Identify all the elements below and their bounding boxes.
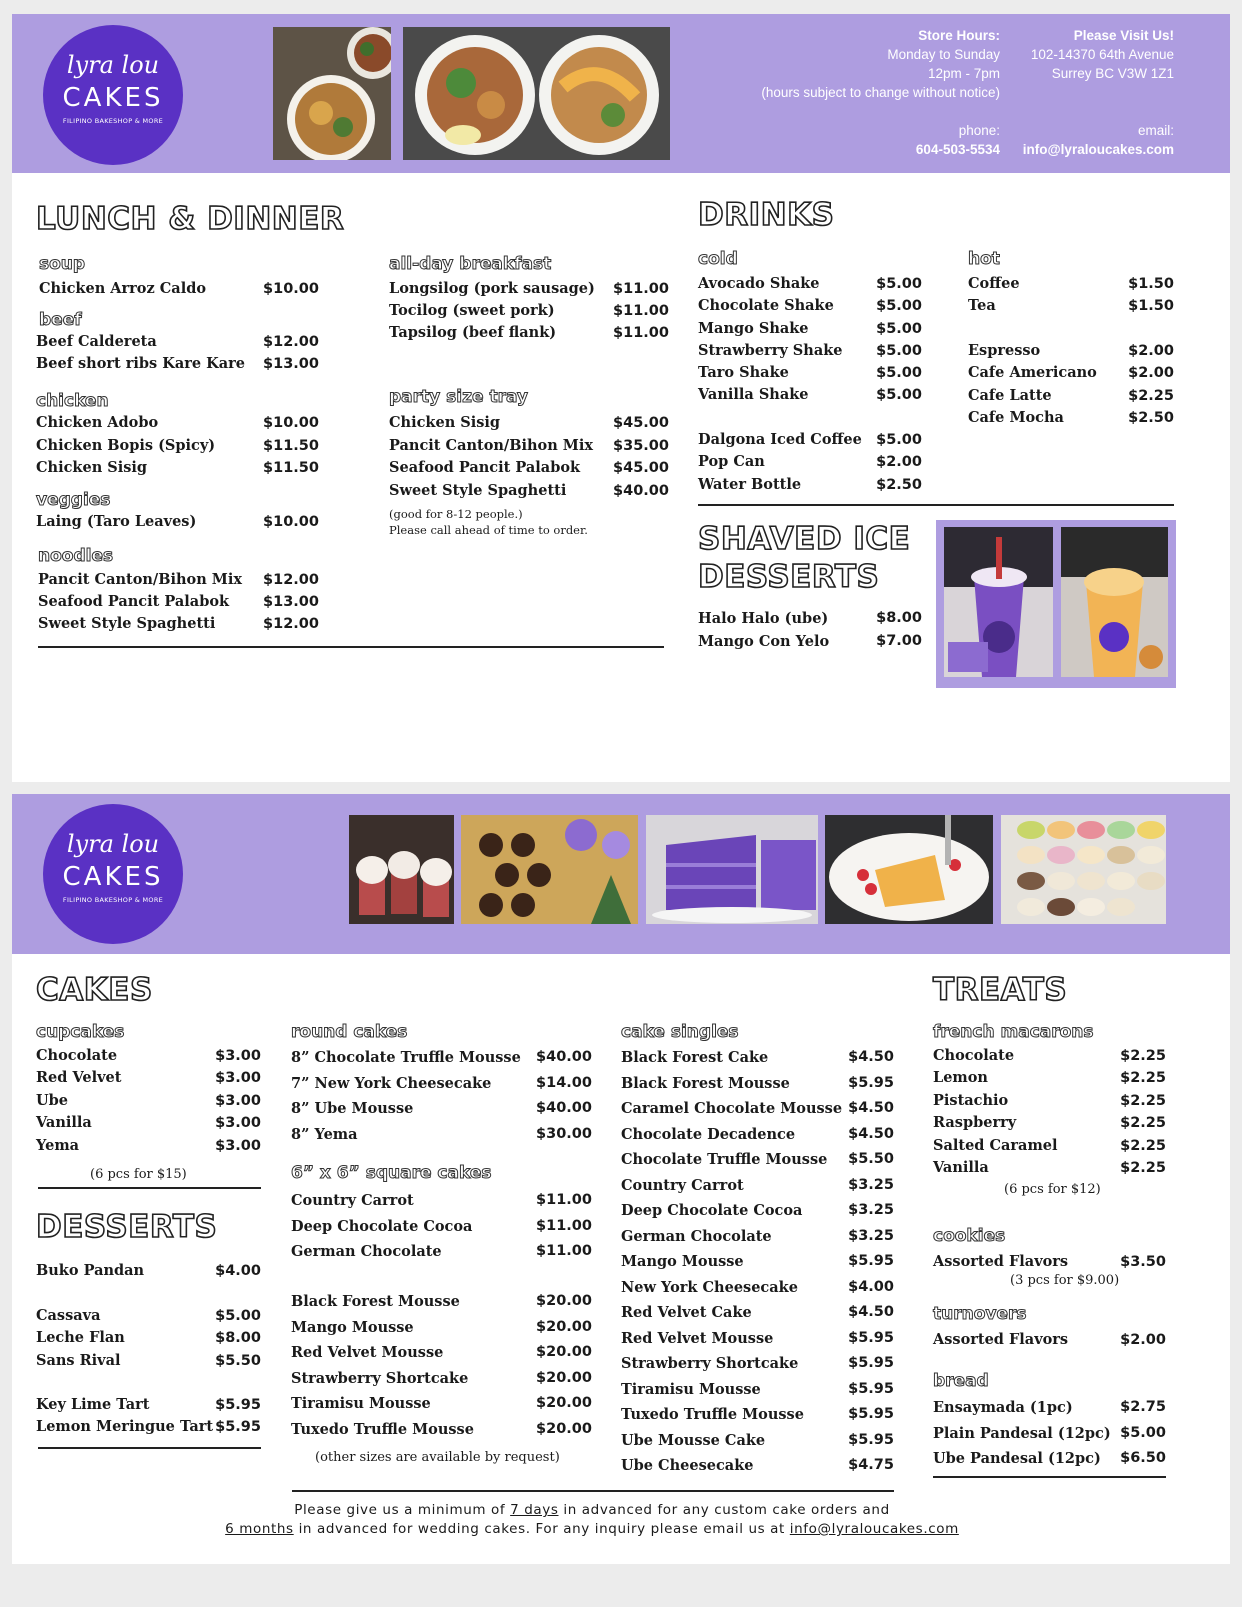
menu-item: Tiramisu Mousse $20.00 xyxy=(291,1395,592,1412)
menu-item: Tapsilog (beef flank) $11.00 xyxy=(389,324,669,341)
lunch-divider xyxy=(38,646,664,648)
halo-halo-photo xyxy=(944,527,1053,677)
menu-item: Ensaymada (1pc) $2.75 xyxy=(933,1399,1166,1416)
menu-item: Ube $3.00 xyxy=(36,1091,261,1109)
party-tray-list xyxy=(389,412,669,502)
menu-item: Ube Cheesecake $4.75 xyxy=(621,1457,894,1474)
menu-item: Longsilog (pork sausage) $11.00 xyxy=(389,280,669,297)
category-beef: beef xyxy=(39,310,82,330)
drinks-title: DRINKS xyxy=(698,197,835,233)
menu-item: Vanilla Shake $5.00 xyxy=(698,386,922,404)
menu-item: German Chocolate $3.25 xyxy=(621,1227,894,1245)
category-soup: soup xyxy=(39,254,86,274)
menu-item: Strawberry Shortcake $5.95 xyxy=(621,1355,894,1372)
desserts-list-2 xyxy=(36,1305,261,1372)
menu-item: Mango Mousse $5.95 xyxy=(621,1253,894,1270)
menu-item: Black Forest Mousse $20.00 xyxy=(291,1293,592,1310)
menu-item: 8” Ube Mousse $40.00 xyxy=(291,1100,592,1117)
header-band xyxy=(12,794,1230,954)
square-cakes-list-2 xyxy=(291,1289,592,1442)
menu-item: Strawberry Shake $5.00 xyxy=(698,341,922,359)
menu-item: Salted Caramel $2.25 xyxy=(933,1136,1166,1154)
cakes-bottom-divider xyxy=(292,1490,894,1492)
menu-item: Raspberry $2.25 xyxy=(933,1114,1166,1132)
menu-item: Lemon $2.25 xyxy=(933,1069,1166,1087)
ube-cake-photo xyxy=(646,815,818,924)
square-cakes-list xyxy=(291,1188,592,1265)
menu-item: Cassava $5.00 xyxy=(36,1307,261,1324)
menu-item: Ube Pandesal (12pc) $6.50 xyxy=(933,1450,1166,1467)
store-hours-block xyxy=(712,26,1000,102)
menu-item: Country Carrot $3.25 xyxy=(621,1176,894,1194)
menu-item: Taro Shake $5.00 xyxy=(698,364,922,382)
brand-logo xyxy=(43,804,183,944)
cookies-note: (3 pcs for $9.00) xyxy=(1010,1273,1120,1288)
cupcakes-note: (6 pcs for $15) xyxy=(90,1167,187,1182)
treats-divider xyxy=(933,1476,1166,1478)
email-label: email: xyxy=(1137,123,1174,138)
category-cookies: cookies xyxy=(933,1226,1006,1246)
macarons-note: (6 pcs for $12) xyxy=(1004,1182,1101,1197)
beef-list xyxy=(36,331,319,375)
menu-item: Key Lime Tart $5.95 xyxy=(36,1396,261,1413)
lunch-dinner-title: LUNCH & DINNER xyxy=(36,201,345,237)
chicken-list xyxy=(36,412,319,480)
chocolate-cups-photo xyxy=(461,815,638,924)
round-cakes-list xyxy=(291,1045,592,1147)
cupcakes-divider xyxy=(38,1187,261,1189)
brand-script: lyra lou xyxy=(66,51,160,79)
menu-item: Seafood Pancit Palabok $45.00 xyxy=(389,459,669,476)
menu-item: Dalgona Iced Coffee $5.00 xyxy=(698,431,922,448)
menu-item: Leche Flan $8.00 xyxy=(36,1329,261,1347)
brand-script: lyra lou xyxy=(66,830,160,858)
category-party-size-tray: party size tray xyxy=(389,387,528,407)
brand-tagline: FILIPINO BAKESHOP & MORE xyxy=(62,117,164,125)
menu-item: Assorted Flavors $2.00 xyxy=(933,1331,1166,1348)
menu-item: 8” Chocolate Truffle Mousse $40.00 xyxy=(291,1049,592,1066)
cheesecake-photo xyxy=(825,815,993,924)
menu-item: Assorted Flavors $3.50 xyxy=(933,1253,1166,1270)
menu-item: Mango Mousse $20.00 xyxy=(291,1318,592,1336)
menu-item: Pop Can $2.00 xyxy=(698,453,922,471)
menu-item: Seafood Pancit Palabok $13.00 xyxy=(38,593,319,610)
menu-item: Tuxedo Truffle Mousse $5.95 xyxy=(621,1406,894,1423)
breakfast-list xyxy=(389,278,669,344)
menu-item: Chocolate $3.00 xyxy=(36,1047,261,1064)
treats-title: TREATS xyxy=(933,972,1068,1008)
menu-item: Red Velvet $3.00 xyxy=(36,1069,261,1087)
menu-item: Vanilla $2.25 xyxy=(933,1159,1166,1177)
address-line1: 102-14370 64th Avenue xyxy=(1030,47,1174,62)
category-turnovers: turnovers xyxy=(933,1304,1027,1324)
menu-item: Chocolate $2.25 xyxy=(933,1047,1166,1064)
menu-item: Tocilog (sweet pork) $11.00 xyxy=(389,302,669,319)
menu-item: Vanilla $3.00 xyxy=(36,1114,261,1132)
menu-item: Red Velvet Mousse $20.00 xyxy=(291,1344,592,1361)
phone-number[interactable]: 604-503-5534 xyxy=(915,142,1000,157)
menu-item: New York Cheesecake $4.00 xyxy=(621,1278,894,1296)
cupcakes-list xyxy=(36,1045,261,1157)
category-all-day-breakfast: all-day breakfast xyxy=(389,254,552,274)
phone-label: phone: xyxy=(958,123,1000,138)
store-hours-days: Monday to Sunday xyxy=(887,47,1000,62)
menu-item: Yema $3.00 xyxy=(36,1136,261,1154)
menu-item: Espresso $2.00 xyxy=(968,342,1174,359)
menu-item: Red Velvet Cake $4.50 xyxy=(621,1304,894,1321)
menu-item: Deep Chocolate Cocoa $11.00 xyxy=(291,1217,592,1235)
menu-item: Pancit Canton/Bihon Mix $12.00 xyxy=(38,571,319,588)
cold-drinks-list-2 xyxy=(698,429,922,496)
menu-item: Chicken Bopis (Spicy) $11.50 xyxy=(36,436,319,454)
menu-item: Chicken Sisig $11.50 xyxy=(36,459,319,476)
menu-item: 8” Yema $30.00 xyxy=(291,1125,592,1143)
macarons-list xyxy=(933,1045,1166,1179)
menu-item: Chocolate Truffle Mousse $5.50 xyxy=(621,1151,894,1168)
visit-title: Please Visit Us! xyxy=(1073,28,1174,43)
menu-item: Chicken Arroz Caldo $10.00 xyxy=(39,280,319,297)
menu-item: Cafe Americano $2.00 xyxy=(968,364,1174,382)
address-line2: Surrey BC V3W 1Z1 xyxy=(1051,66,1174,81)
menu-item: Strawberry Shortcake $20.00 xyxy=(291,1369,592,1387)
shaved-ice-list xyxy=(698,607,922,653)
phone-block xyxy=(872,121,1000,159)
category-cold: cold xyxy=(698,249,738,269)
cold-drinks-list xyxy=(698,273,922,407)
menu-item: Sans Rival $5.50 xyxy=(36,1351,261,1369)
desserts-list-3 xyxy=(36,1394,261,1439)
menu-item: Ube Mousse Cake $5.95 xyxy=(621,1431,894,1449)
menu-item: Black Forest Cake $4.50 xyxy=(621,1049,894,1066)
menu-item: Mango Shake $5.00 xyxy=(698,319,922,337)
menu-item: Chocolate Shake $5.00 xyxy=(698,297,922,315)
menu-item: Beef short ribs Kare Kare $13.00 xyxy=(36,355,319,372)
menu-panel-food-drinks xyxy=(12,14,1230,782)
menu-item: Red Velvet Mousse $5.95 xyxy=(621,1329,894,1347)
menu-panel-cakes-treats xyxy=(12,794,1230,1564)
hot-drinks-list xyxy=(968,273,1174,318)
menu-item: Mango Con Yelo $7.00 xyxy=(698,633,922,650)
turnovers-list xyxy=(933,1329,1166,1351)
menu-item: Chocolate Decadence $4.50 xyxy=(621,1125,894,1143)
brand-name: CAKES xyxy=(62,862,164,892)
food-bowl-photo xyxy=(273,27,391,160)
sizes-note: (other sizes are available by request) xyxy=(315,1450,560,1465)
desserts-divider xyxy=(38,1447,261,1449)
desserts-title: DESSERTS xyxy=(36,1209,218,1245)
category-square-cakes: 6” x 6” square cakes xyxy=(291,1163,492,1183)
soup-list xyxy=(39,278,319,300)
category-cupcakes: cupcakes xyxy=(36,1022,125,1042)
store-hours-time: 12pm - 7pm xyxy=(927,66,1000,81)
hot-drinks-list-2 xyxy=(968,340,1174,429)
macarons-photo xyxy=(1001,815,1166,924)
footer-email-link[interactable]: info@lyraloucakes.com xyxy=(789,1521,959,1537)
menu-item: Tuxedo Truffle Mousse $20.00 xyxy=(291,1420,592,1438)
store-hours-note: (hours subject to change without notice) xyxy=(761,85,1000,100)
category-veggies: veggies xyxy=(36,490,111,510)
address-block xyxy=(1012,26,1174,83)
menu-item: Sweet Style Spaghetti $40.00 xyxy=(389,481,669,499)
cake-singles-list xyxy=(621,1045,894,1479)
bread-list xyxy=(933,1395,1166,1472)
menu-item: Cafe Latte $2.25 xyxy=(968,386,1174,404)
menu-item: Caramel Chocolate Mousse $4.50 xyxy=(621,1100,894,1117)
menu-item: Tea $1.50 xyxy=(968,297,1174,315)
mango-con-yelo-photo xyxy=(1061,527,1168,677)
store-hours-title: Store Hours: xyxy=(918,28,1000,43)
category-chicken: chicken xyxy=(36,391,109,411)
menu-item: Chicken Sisig $45.00 xyxy=(389,414,669,431)
desserts-list-1 xyxy=(36,1260,261,1282)
category-hot: hot xyxy=(968,249,1000,269)
menu-item: Chicken Adobo $10.00 xyxy=(36,414,319,431)
menu-item: Plain Pandesal (12pc) $5.00 xyxy=(933,1424,1166,1442)
category-french-macarons: french macarons xyxy=(933,1022,1094,1042)
email-block xyxy=(1012,121,1174,159)
brand-tagline: FILIPINO BAKESHOP & MORE xyxy=(62,896,164,904)
brand-name: CAKES xyxy=(62,83,164,113)
shaved-ice-title: SHAVED ICE DESSERTS xyxy=(698,521,911,595)
menu-item: Black Forest Mousse $5.95 xyxy=(621,1074,894,1092)
cookies-list xyxy=(933,1251,1166,1273)
menu-item: Buko Pandan $4.00 xyxy=(36,1262,261,1279)
menu-item: Pancit Canton/Bihon Mix $35.00 xyxy=(389,436,669,454)
drinks-divider xyxy=(698,504,1174,506)
category-bread: bread xyxy=(933,1371,989,1391)
cupcakes-photo xyxy=(349,815,454,924)
menu-item: Avocado Shake $5.00 xyxy=(698,275,922,292)
rice-bowls-photo xyxy=(403,27,670,160)
menu-item: Lemon Meringue Tart $5.95 xyxy=(36,1418,261,1436)
menu-item: Coffee $1.50 xyxy=(968,275,1174,292)
menu-item: Pistachio $2.25 xyxy=(933,1091,1166,1109)
menu-item: Water Bottle $2.50 xyxy=(698,475,922,493)
party-tray-note: (good for 8-12 people.) Please call ahead of time to order. xyxy=(389,507,588,537)
menu-item: Cafe Mocha $2.50 xyxy=(968,408,1174,426)
custom-order-footer: Please give us a minimum of 7 days in advanced for any custom cake orders and 6 months in advanced for wedding cakes. For any inquiry please email us at info@lyraloucakes.com xyxy=(225,1502,959,1537)
menu-item: Deep Chocolate Cocoa $3.25 xyxy=(621,1202,894,1219)
category-cake-singles: cake singles xyxy=(621,1022,739,1042)
menu-item: Beef Caldereta $12.00 xyxy=(36,333,319,350)
menu-item: Country Carrot $11.00 xyxy=(291,1192,592,1209)
shaved-ice-photo-frame xyxy=(936,520,1176,688)
header-band xyxy=(12,14,1230,173)
menu-item: Halo Halo (ube) $8.00 xyxy=(698,610,922,627)
brand-logo xyxy=(43,25,183,165)
email-link[interactable]: info@lyraloucakes.com xyxy=(1022,142,1174,157)
menu-item: Laing (Taro Leaves) $10.00 xyxy=(36,513,319,530)
cakes-title: CAKES xyxy=(36,972,153,1008)
noodles-list xyxy=(38,569,319,635)
menu-item: German Chocolate $11.00 xyxy=(291,1243,592,1260)
category-round-cakes: round cakes xyxy=(291,1022,408,1042)
menu-item: 7” New York Cheesecake $14.00 xyxy=(291,1074,592,1092)
menu-item: Sweet Style Spaghetti $12.00 xyxy=(38,615,319,632)
menu-item: Tiramisu Mousse $5.95 xyxy=(621,1380,894,1398)
category-noodles: noodles xyxy=(38,546,114,566)
veggies-list xyxy=(36,511,319,533)
